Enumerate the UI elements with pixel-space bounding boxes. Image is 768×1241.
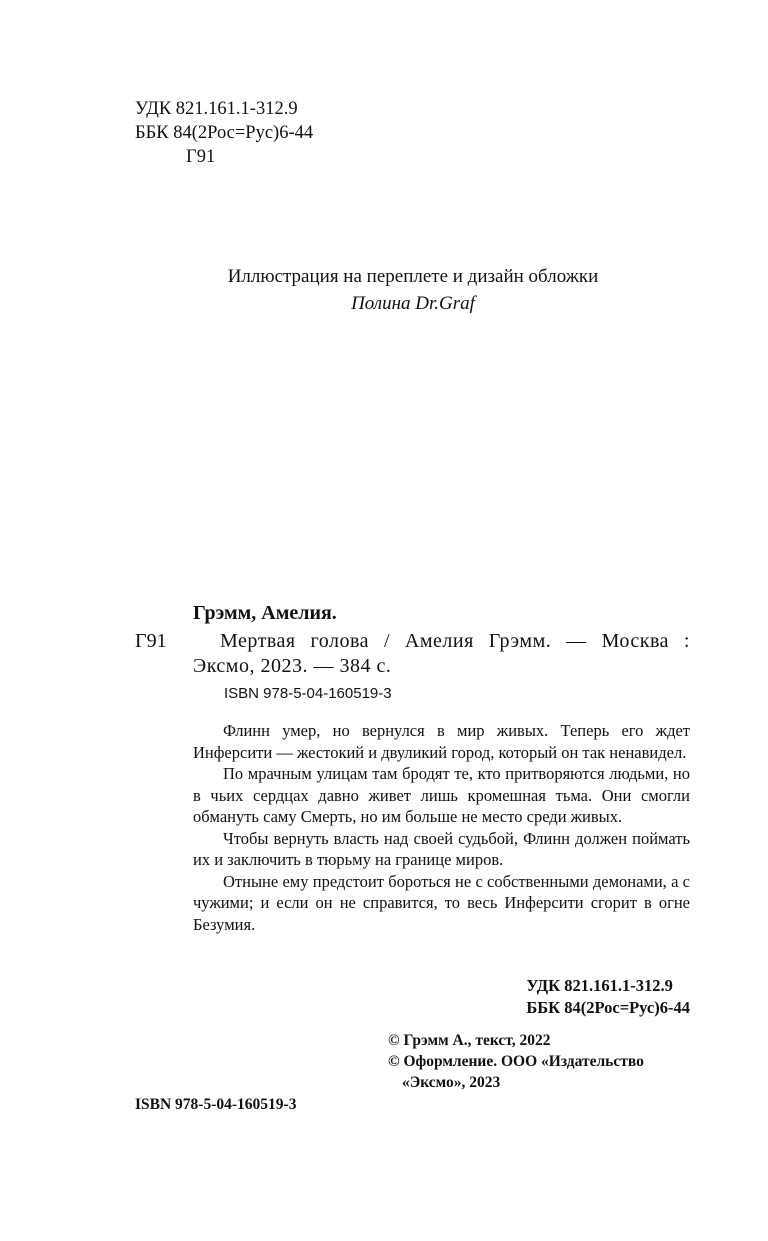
bib-publisher-line: Эксмо, 2023. — 384 с. (193, 655, 392, 677)
illustration-credit: Иллюстрация на переплете и дизайн обложки (227, 266, 599, 287)
bbk-code-bold: ББК 84(2Рос=Рус)6-44 (526, 998, 690, 1017)
isbn-footer: ISBN 978-5-04-160519-3 (135, 1096, 297, 1113)
classification-codes (526, 975, 690, 1019)
copyright-publisher: «Эксмо», 2023 (402, 1074, 501, 1091)
illustration-artist: Полина Dr.Graf (351, 293, 475, 314)
header-classification (135, 97, 313, 169)
udk-code: УДК 821.161.1-312.9 (135, 99, 298, 119)
bbk-code: ББК 84(2Рос=Рус)6-44 (135, 123, 314, 143)
annotation-paragraph: По мрачным улицам там бродят те, кто притворяются людьми, но в чьих сердцах давно живет лишь кромешная тьма. Они смогли обмануть саму Смерть, но им больше не место среди живых. (193, 764, 690, 826)
udk-code-bold: УДК 821.161.1-312.9 (526, 976, 673, 995)
bib-title-line: Мертвая голова / Амелия Грэмм. — Москва : (220, 630, 690, 652)
bib-isbn: ISBN 978-5-04-160519-3 (224, 685, 392, 702)
annotation-paragraph: Флинн умер, но вернулся в мир живых. Теперь его ждет Инферсити — жестокий и двуликий город, который он так ненавидел. (193, 721, 690, 762)
annotation-paragraph: Отныне ему предстоит бороться не с собственными демонами, а с чужими; и если он не справится, то весь Инферсити сгорит в огне Безумия. (193, 871, 690, 934)
bib-author-mark: Г91 (135, 630, 167, 652)
annotation (193, 720, 690, 935)
copyright-block (388, 1030, 644, 1093)
annotation-paragraph: Чтобы вернуть власть над своей судьбой, Флинн должен поймать их и заключить в тюрьму на границе миров. (193, 828, 690, 869)
copyright-design: © Оформление. ООО «Издательство (388, 1053, 644, 1070)
copyright-text: © Грэмм А., текст, 2022 (388, 1032, 551, 1049)
author-mark: Г91 (186, 147, 216, 167)
bib-author: Грэмм, Амелия. (193, 602, 337, 624)
